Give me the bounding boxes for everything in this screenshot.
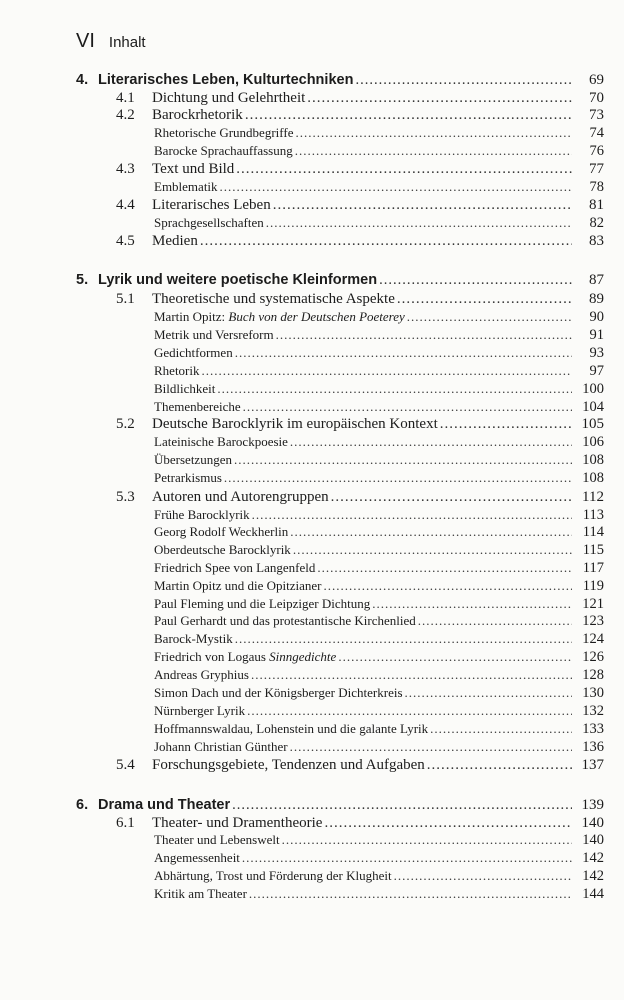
entry-title-text: Drama und Theater (98, 797, 231, 813)
toc-entry (0, 542, 604, 559)
toc-entry (0, 667, 604, 684)
toc-entry (0, 470, 604, 487)
dot-leader (293, 542, 572, 558)
toc-entry (0, 613, 604, 630)
entry-title-text: Abhärtung, Trost und Förderung der Klugheit (154, 868, 392, 883)
toc-entry (0, 868, 604, 885)
entry-page-number: 105 (581, 416, 604, 432)
entry-page-number: 133 (582, 721, 604, 737)
entry-page-number: 128 (582, 667, 604, 683)
entry-title (154, 832, 280, 848)
toc-entry (0, 560, 604, 577)
entry-page-number: 112 (582, 489, 604, 505)
entry-title (154, 399, 241, 415)
entry-page-number: 139 (581, 797, 604, 813)
entry-title (152, 291, 395, 308)
entry-page-number: 136 (582, 739, 604, 755)
entry-title (154, 578, 322, 594)
entry-title (154, 850, 240, 866)
entry-title (98, 797, 230, 813)
entry-title-text: Petrarkismus (154, 470, 222, 485)
entry-page-number: 73 (589, 107, 604, 123)
entry-page-number: 77 (589, 161, 604, 177)
dot-leader (440, 416, 572, 433)
entry-page-number: 78 (589, 179, 604, 195)
entry-title-text: Simon Dach und der Königsberger Dichterkreis (154, 685, 403, 700)
toc-entry (0, 107, 604, 124)
entry-title-text: Übersetzungen (154, 452, 232, 467)
toc-entry (0, 327, 604, 344)
toc-entry (0, 399, 604, 416)
entry-number: 5. (76, 272, 89, 288)
toc-entry (0, 345, 604, 362)
dot-leader (405, 685, 572, 701)
entry-page-number: 117 (582, 560, 604, 576)
entry-page-number: 137 (581, 757, 604, 773)
entry-page-number: 132 (582, 703, 604, 719)
entry-title (154, 434, 288, 450)
dot-leader (430, 721, 572, 737)
entry-page-number: 140 (581, 815, 604, 831)
entry-title-text: Georg Rodolf Weckherlin (154, 524, 289, 539)
toc-entry (0, 721, 604, 738)
dot-leader (324, 578, 572, 594)
dot-leader (232, 797, 572, 814)
entry-title (154, 685, 403, 701)
dot-leader (234, 452, 572, 468)
entry-title (154, 631, 233, 647)
dot-leader (236, 161, 572, 178)
toc-entry (0, 143, 604, 160)
entry-title-text: Sprachgesellschaften (154, 215, 264, 230)
dot-leader (427, 757, 572, 774)
toc-entry (0, 233, 604, 250)
entry-page-number: 69 (589, 72, 604, 88)
entry-title-text: Lyrik und weitere poetische Kleinformen (98, 272, 378, 288)
entry-title (154, 309, 405, 325)
entry-title (154, 363, 200, 379)
entry-title-text: Dichtung und Gelehrtheit (152, 90, 306, 106)
entry-title (154, 667, 249, 683)
entry-title (152, 815, 322, 832)
entry-title (154, 215, 264, 231)
entry-title-text: Forschungsgebiete, Tendenzen und Aufgaben (152, 757, 425, 773)
toc-entry (0, 596, 604, 613)
toc-entry (0, 90, 604, 107)
entry-title-text: Theater und Lebenswelt (154, 832, 280, 847)
dot-leader (372, 596, 572, 612)
entry-title (154, 613, 416, 629)
entry-title (152, 161, 234, 178)
entry-page-number: 82 (589, 215, 604, 231)
dot-leader (217, 381, 572, 397)
dot-leader (276, 327, 572, 343)
toc-entry (0, 272, 604, 289)
dot-leader (397, 291, 572, 308)
dot-leader (379, 272, 572, 289)
entry-title-text: Johann Christian Günther (154, 739, 288, 754)
toc-entry (0, 489, 604, 506)
entry-page-number: 81 (589, 197, 604, 213)
dot-leader (307, 90, 572, 107)
entry-title (98, 272, 377, 288)
entry-title-text: Barock-Mystik (154, 631, 233, 646)
entry-title-text: Rhetorische Grundbegriffe (154, 125, 294, 140)
entry-page-number: 142 (582, 868, 604, 884)
running-title: Inhalt (108, 34, 146, 51)
entry-title-text: Andreas Gryphius (154, 667, 249, 682)
entry-title-text: Angemessenheit (154, 850, 240, 865)
entry-page-number: 113 (582, 507, 604, 523)
entry-title-text: Rhetorik (154, 363, 200, 378)
page-header (76, 30, 146, 53)
dot-leader (242, 850, 572, 866)
entry-title-text: Lateinische Barockpoesie (154, 434, 288, 449)
entry-title (154, 868, 392, 884)
entry-title-text: Gedichtformen (154, 345, 233, 360)
toc-entry (0, 832, 604, 849)
dot-leader (200, 233, 572, 250)
entry-title-text: Metrik und Versreform (154, 327, 274, 342)
entry-page-number: 76 (589, 143, 604, 159)
entry-number: 5.4 (116, 757, 135, 773)
entry-title (154, 542, 291, 558)
entry-title-text: Paul Gerhardt und das protestantische Kirchenlied (154, 613, 416, 628)
toc-entry (0, 685, 604, 702)
entry-title (154, 886, 247, 902)
entry-title (154, 470, 222, 486)
entry-title-italic: Buch von der Deutschen Poeterey (228, 309, 405, 324)
entry-number: 5.2 (116, 416, 135, 432)
entry-title (154, 125, 293, 141)
dot-leader (394, 868, 572, 884)
entry-number: 4.3 (116, 161, 135, 177)
dot-leader (317, 560, 572, 576)
entry-title-text: Literarisches Leben, Kulturtechniken (98, 72, 354, 88)
entry-page-number: 104 (582, 399, 604, 415)
entry-title (154, 721, 428, 737)
entry-page-number: 70 (589, 90, 604, 106)
entry-number: 4.1 (116, 90, 135, 106)
entry-title-text: Bildlichkeit (154, 381, 216, 396)
dot-leader (252, 507, 572, 523)
entry-title (154, 524, 288, 540)
entry-page-number: 91 (589, 327, 604, 343)
dot-leader (235, 345, 572, 361)
toc-entry (0, 850, 604, 867)
toc-entry (0, 197, 604, 214)
toc-entry (0, 815, 604, 832)
entry-page-number: 83 (589, 233, 604, 249)
toc-entry (0, 291, 604, 308)
entry-title (154, 179, 218, 195)
entry-page-number: 126 (582, 649, 604, 665)
entry-number: 5.3 (116, 489, 135, 505)
entry-number: 5.1 (116, 291, 135, 307)
dot-leader (282, 832, 572, 848)
entry-title (154, 381, 215, 397)
toc-entry (0, 757, 604, 774)
toc-entry (0, 161, 604, 178)
entry-title-text: Theater- und Dramentheorie (152, 815, 323, 831)
entry-page-number: 142 (582, 850, 604, 866)
entry-page-number: 124 (582, 631, 604, 647)
dot-leader (295, 143, 572, 159)
dot-leader (338, 649, 572, 665)
entry-title-text: Theoretische und systematische Aspekte (152, 291, 395, 307)
dot-leader (243, 399, 572, 415)
toc-entry (0, 452, 604, 469)
dot-leader (273, 197, 572, 214)
entry-page-number: 89 (589, 291, 604, 307)
entry-title (98, 72, 353, 88)
toc-entry (0, 507, 604, 524)
toc-entry (0, 434, 604, 451)
entry-title-text: Medien (152, 233, 198, 249)
entry-page-number: 119 (582, 578, 604, 594)
entry-title-text: Barocke Sprachauffassung (154, 143, 293, 158)
dot-leader (224, 470, 572, 486)
entry-title (154, 507, 250, 523)
toc-entry (0, 649, 604, 666)
entry-title-text: Deutsche Barocklyrik im europäischen Kontext (152, 416, 438, 432)
toc-entry (0, 797, 604, 814)
toc-entry (0, 416, 604, 433)
entry-title-text: Martin Opitz: (154, 309, 229, 324)
entry-page-number: 114 (582, 524, 604, 540)
entry-title (154, 703, 245, 719)
entry-title (152, 489, 329, 506)
entry-page-number: 97 (589, 363, 604, 379)
entry-title (152, 197, 271, 214)
entry-title (154, 560, 315, 576)
entry-title-italic: Sinngedichte (269, 649, 337, 664)
entry-title (152, 233, 198, 250)
entry-page-number: 106 (582, 434, 604, 450)
dot-leader (418, 613, 572, 629)
entry-title-text: Autoren und Autorengruppen (152, 489, 329, 505)
entry-title (152, 416, 438, 433)
dot-leader (290, 434, 572, 450)
toc-entry (0, 125, 604, 142)
page-number: VI (76, 30, 95, 52)
dot-leader (295, 125, 572, 141)
entry-number: 6. (76, 797, 89, 813)
entry-title (154, 143, 293, 159)
entry-title (154, 452, 232, 468)
entry-page-number: 123 (582, 613, 604, 629)
entry-title (154, 649, 336, 665)
dot-leader (355, 72, 572, 89)
entry-title-text: Text und Bild (152, 161, 235, 177)
toc-entry (0, 886, 604, 903)
entry-number: 6.1 (116, 815, 135, 831)
toc-entry (0, 215, 604, 232)
dot-leader (245, 107, 572, 124)
dot-leader (290, 739, 572, 755)
entry-page-number: 100 (582, 381, 604, 397)
entry-title-text: Friedrich von Logaus (154, 649, 270, 664)
entry-number: 4. (76, 72, 89, 88)
dot-leader (266, 215, 572, 231)
entry-title-text: Nürnberger Lyrik (154, 703, 246, 718)
entry-title-text: Frühe Barocklyrik (154, 507, 250, 522)
dot-leader (290, 524, 572, 540)
entry-page-number: 108 (582, 470, 604, 486)
entry-title-text: Friedrich Spee von Langenfeld (154, 560, 316, 575)
entry-page-number: 140 (582, 832, 604, 848)
entry-title-text: Emblematik (154, 179, 218, 194)
entry-page-number: 87 (589, 272, 604, 288)
entry-page-number: 130 (582, 685, 604, 701)
entry-page-number: 108 (582, 452, 604, 468)
entry-title-text: Literarisches Leben (152, 197, 271, 213)
entry-page-number: 115 (582, 542, 604, 558)
entry-number: 4.2 (116, 107, 135, 123)
dot-leader (220, 179, 572, 195)
entry-title-text: Barockrhetorik (152, 107, 243, 123)
entry-page-number: 90 (589, 309, 604, 325)
dot-leader (324, 815, 572, 832)
entry-number: 4.4 (116, 197, 135, 213)
dot-leader (202, 363, 573, 379)
entry-number: 4.5 (116, 233, 135, 249)
entry-page-number: 121 (582, 596, 604, 612)
dot-leader (407, 309, 572, 325)
entry-page-number: 93 (589, 345, 604, 361)
toc-entry (0, 578, 604, 595)
entry-page-number: 74 (589, 125, 604, 141)
entry-title (152, 757, 425, 774)
toc-entry (0, 72, 604, 89)
toc-entry (0, 739, 604, 756)
entry-title-text: Paul Fleming und die Leipziger Dichtung (154, 596, 371, 611)
toc-entry (0, 179, 604, 196)
entry-title-text: Martin Opitz und die Opitzianer (154, 578, 322, 593)
entry-title (152, 107, 243, 124)
dot-leader (247, 703, 572, 719)
entry-title (154, 596, 370, 612)
entry-page-number: 144 (582, 886, 604, 902)
dot-leader (251, 667, 572, 683)
entry-title (154, 739, 288, 755)
entry-title (154, 327, 274, 343)
entry-title (154, 345, 233, 361)
toc-entry (0, 631, 604, 648)
toc-entry (0, 381, 604, 398)
toc-entry (0, 703, 604, 720)
entry-title-text: Themenbereiche (154, 399, 241, 414)
entry-title (152, 90, 305, 107)
toc-entry (0, 309, 604, 326)
toc-entry (0, 363, 604, 380)
entry-title-text: Oberdeutsche Barocklyrik (154, 542, 291, 557)
dot-leader (249, 886, 572, 902)
dot-leader (235, 631, 572, 647)
toc-entry (0, 524, 604, 541)
entry-title-text: Hoffmannswaldau, Lohenstein und die galante Lyrik (154, 721, 429, 736)
entry-title-text: Kritik am Theater (154, 886, 247, 901)
dot-leader (331, 489, 572, 506)
